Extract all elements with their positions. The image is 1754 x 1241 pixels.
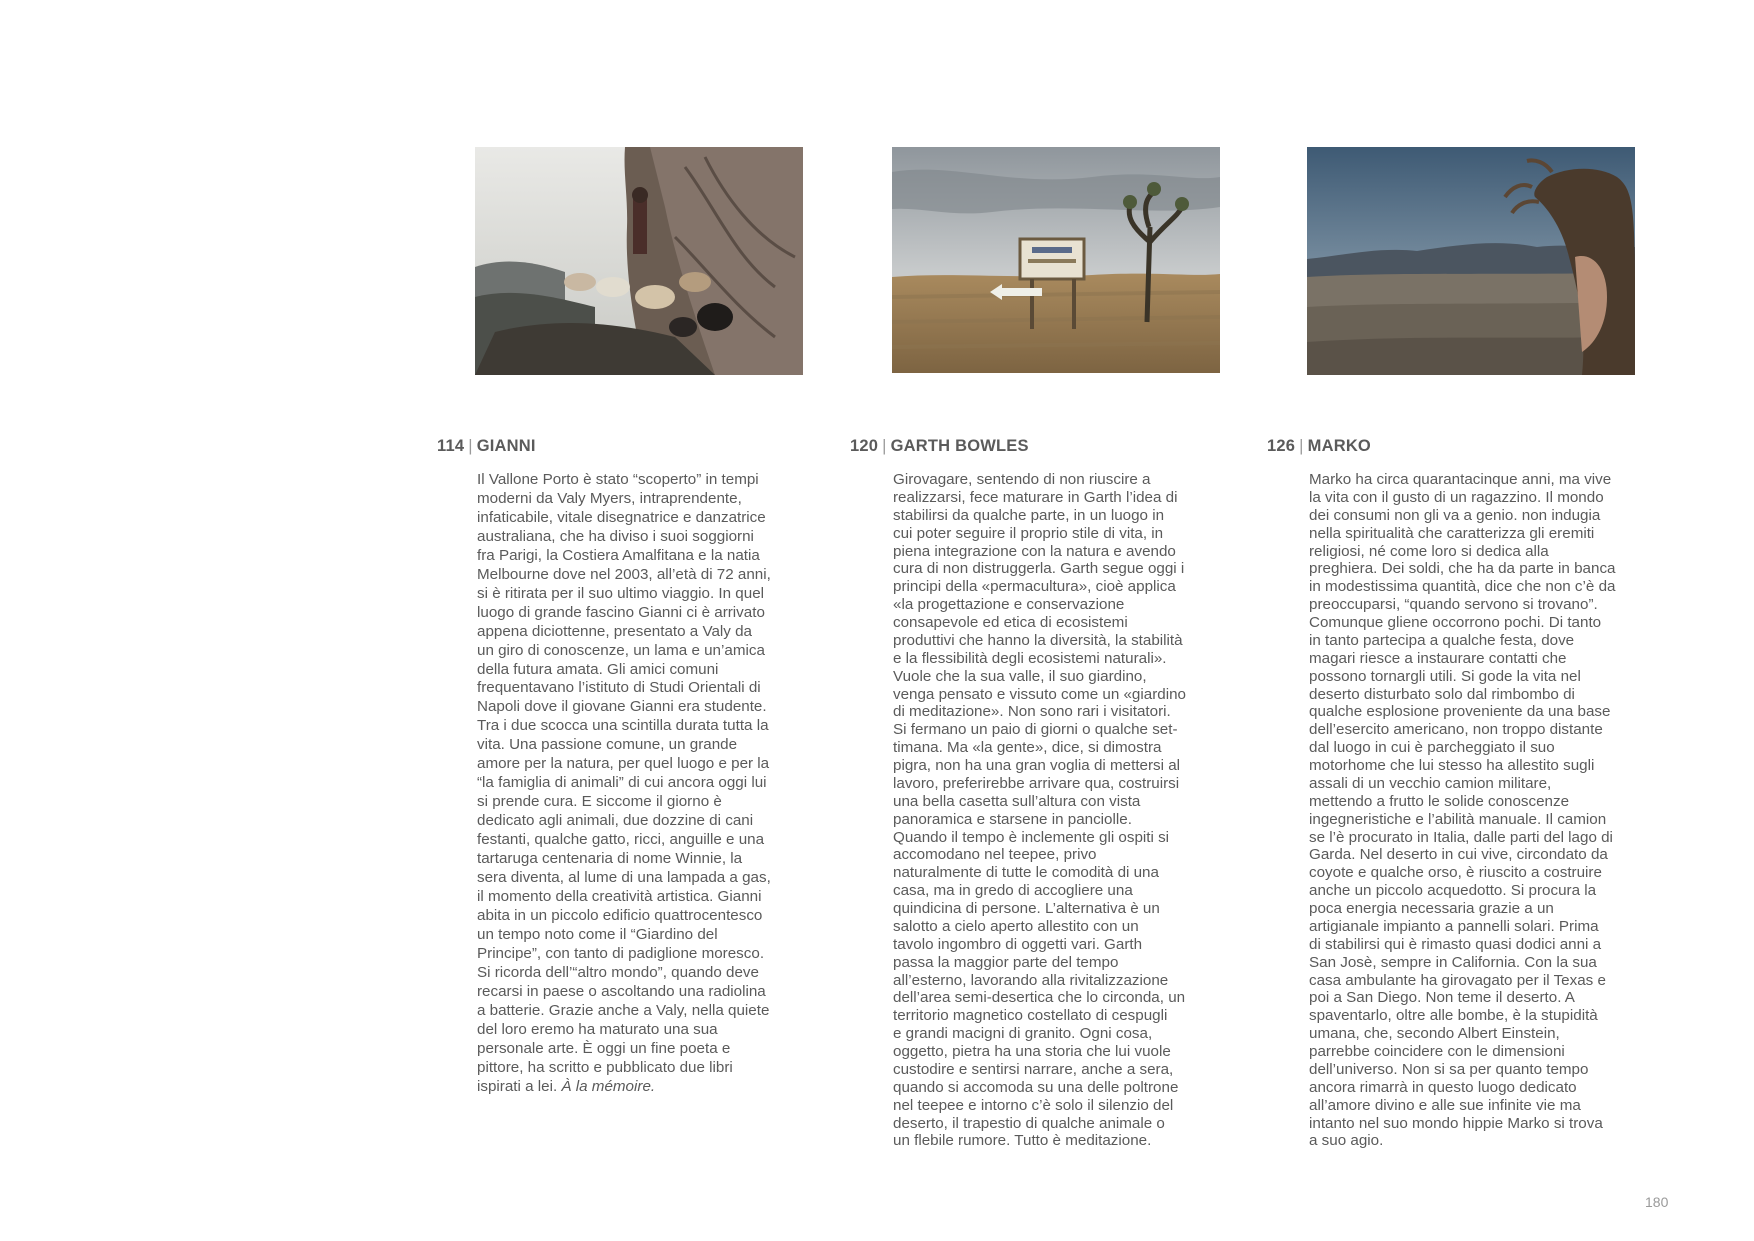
text-line: poi a San Diego. Non teme il deserto. A [1309, 989, 1575, 1007]
text-line: poca energia necessaria grazie a un [1309, 900, 1554, 917]
text-line: preghiera. Dei soldi, che ha da parte in banca [1309, 560, 1616, 578]
text-line: nella spiritualità che caratterizza gli eremiti [1309, 524, 1595, 542]
text-line: dal luogo in cui è parcheggiato il suo [1309, 739, 1555, 757]
section-number: 120 [850, 437, 879, 455]
text-line: “la famiglia di animali” di cui ancora oggi lui [477, 774, 767, 792]
text-line: Melbourne dove nel 2003, all’età di 72 anni, [477, 565, 771, 583]
section-number: 114 [437, 437, 465, 455]
photo-rock-cliff-with-dogs-icon [475, 147, 803, 375]
text-line: Napoli dove il giovane Gianni era studente. [477, 698, 767, 716]
text-line: oggetto, pietra ha una storia che lui vuole [893, 1043, 1171, 1060]
text-line: artigianale impianto a pannelli solari. Prima [1309, 917, 1599, 935]
text-line: in tanto partecipa a qualche festa, dove [1309, 631, 1575, 649]
text-line: pittore, ha scritto e pubblicato due libri [477, 1058, 733, 1076]
text-line: del loro eremo ha maturato una sua [477, 1020, 718, 1038]
text-line: un flebile rumore. Tutto è meditazione. [893, 1132, 1152, 1150]
text-line: passa la maggior parte del tempo [893, 953, 1119, 971]
text-line: Quando il tempo è inclemente gli ospiti si [893, 828, 1170, 846]
text-line: pigra, non ha una gran voglia di mettersi al [893, 757, 1181, 774]
text-line: piena integrazione con la natura e avendo [893, 542, 1176, 560]
text-line: all’esterno, lavorando alla rivitalizzazione [893, 971, 1169, 989]
body-text-garth-bowles [893, 471, 1224, 1150]
text-line: di stabilirsi qui è rimasto quasi dodici anni a [1309, 935, 1602, 953]
text-line: umana, che, secondo Albert Einstein, [1309, 1025, 1560, 1043]
text-line: ancora rimarrà in questo luogo dedicato [1309, 1078, 1577, 1096]
text-line: appena diciottenne, presentato a Valy da [477, 622, 752, 640]
text-line: principi della «permacultura», cioè applica [893, 578, 1176, 596]
text-line: San Josè, sempre in California. Con la sua [1309, 953, 1597, 971]
text-line: il momento della creatività artistica. Gianni [477, 887, 762, 905]
text-line: abita in un piccolo edificio quattrocentesco [477, 906, 763, 924]
photo-gianni [475, 147, 803, 375]
text-line: dei consumi non gli va a genio. non indugia [1309, 506, 1601, 524]
text-line: cui poter seguire il proprio stile di vita, in [893, 524, 1164, 542]
text-line: Marko ha circa quarantacinque anni, ma vive [1309, 471, 1612, 488]
text-line: deserto disturbato solo dal rimbombo di [1309, 685, 1575, 703]
text-line: anche un piccolo acquedotto. Si procura la [1309, 882, 1597, 900]
text-line: Comunque gliene occorrono pochi. Di tanto [1309, 614, 1602, 631]
photo-desert-valley-windblown-hair-icon [1307, 147, 1635, 375]
text-line: Si fermano un paio di giorni o qualche set- [893, 721, 1178, 739]
text-line-prefix: ispirati a lei. [477, 1077, 562, 1095]
book-title-italic: À la mémoire. [561, 1077, 656, 1095]
text-line: si prende cura. E siccome il giorno è [477, 793, 722, 811]
section-name: GARTH BOWLES [890, 437, 1029, 455]
text-line: realizzarsi, fece maturare in Garth l’idea di [893, 488, 1178, 506]
text-line: magari riesce a instaurare contatti che [1309, 649, 1567, 667]
photo-marko [1307, 147, 1635, 375]
section-heading-gianni [437, 437, 536, 456]
text-line: custodire e sentirsi narrare, anche a sera, [893, 1060, 1174, 1078]
text-line: si è ritirata per il suo ultimo viaggio. In quel [477, 584, 765, 602]
text-line: all’amore divino e alle sue infinite vie ma [1309, 1096, 1581, 1114]
text-line: casa ambulante ha girovagato per il Texas e [1309, 971, 1606, 989]
text-line: assali di un vecchio camion militare, [1309, 774, 1552, 792]
text-line: «la progettazione e conservazione [893, 596, 1125, 614]
text-line: naturalmente di tutte le comodità di una [893, 864, 1159, 882]
page-number: 180 [1645, 1194, 1669, 1210]
text-line: della futura amata. Gli amici comuni [477, 660, 719, 678]
text-line: accomodano nel teepee, privo [893, 846, 1097, 864]
text-line: a suo agio. [1309, 1132, 1384, 1150]
text-line: casa, ma in gredo di accogliere una [893, 882, 1133, 900]
text-line: religiosi, né come loro si dedica alla [1309, 542, 1549, 560]
text-line: moderni da Valy Myers, intraprendente, [477, 489, 742, 507]
text-line: preoccuparsi, “quando servono si trovano”. [1309, 596, 1598, 614]
text-line: festanti, qualche gatto, ricci, anguille e una [477, 831, 765, 849]
text-line: territorio magnetico costellato di cespugli [893, 1007, 1168, 1025]
section-heading-marko [1267, 437, 1371, 456]
text-line: lavoro, preferirebbe arrivare qua, costruirsi [893, 774, 1180, 792]
text-line: dell’esercito americano, non troppo distante [1309, 721, 1603, 739]
section-name: MARKO [1307, 437, 1371, 455]
text-line: australiana, che ha diviso i suoi soggiorni [477, 527, 754, 545]
text-line: Vuole che la sua valle, il suo giardino, [893, 667, 1147, 685]
text-line: vita. Una passione comune, un grande [477, 736, 738, 754]
text-line: dell’area semi-desertica che lo circonda, un [893, 989, 1186, 1007]
text-line: dedicato agli animali, due dozzine di cani [477, 812, 754, 830]
text-line: panoramica e starsene in panciolle. [893, 810, 1132, 828]
body-text-gianni [477, 471, 809, 1096]
text-line: di meditazione». Non sono rari i visitatori. [893, 703, 1171, 721]
photo-desert-sign-joshua-tree-icon [892, 147, 1220, 373]
body-text-marko [1309, 471, 1642, 1150]
text-line: se l’è procurato in Italia, dalle parti del lago di [1309, 828, 1613, 846]
text-line: cura di non distruggerla. Garth segue oggi i [893, 560, 1185, 578]
text-line: frequentavano l’istituto di Studi Orientali di [477, 679, 761, 697]
text-line: fra Parigi, la Costiera Amalfitana e la natia [477, 546, 760, 564]
text-line: Il Vallone Porto è stato “scoperto” in tempi [477, 471, 759, 488]
text-line: motorhome che lui stesso ha allestito sugli [1309, 757, 1595, 774]
text-line: deserto, il trapestio di qualche animale o [893, 1114, 1165, 1132]
text-line: Garda. Nel deserto in cui vive, circondato da [1309, 846, 1608, 864]
text-line: quindicina di persone. L’alternativa è un [893, 900, 1160, 917]
text-line: dell’universo. Non si sa per quanto tempo [1309, 1060, 1589, 1078]
text-line: consapevole ed etica di ecosistemi [893, 614, 1128, 631]
text-line: coyote e qualche orso, è riuscito a costruire [1309, 864, 1602, 882]
text-line: amore per la natura, per quel luogo e per la [477, 755, 770, 773]
section-name: GIANNI [476, 437, 536, 455]
text-line: un tempo noto come il “Giardino del [477, 925, 718, 943]
text-line: tavolo ingombro di oggetti vari. Garth [893, 935, 1143, 953]
text-line: tartaruga centenaria di nome Winnie, la [477, 850, 743, 868]
text-line: Principe”, con tanto di padiglione moresco. [477, 944, 765, 962]
text-line: stabilirsi da qualche parte, in un luogo in [893, 506, 1165, 524]
text-line-last [477, 1078, 809, 1097]
text-line: recarsi in paese o ascoltando una radiolina [477, 982, 766, 1000]
text-line: una bella casetta sull’altura con vista [893, 792, 1141, 810]
text-line: un giro di conoscenze, un lama e un’amica [477, 641, 765, 659]
text-line: ingegneristiche e l’abilità manuale. Il camion [1309, 810, 1607, 828]
text-line: intanto nel suo mondo hippie Marko si trova [1309, 1114, 1603, 1132]
text-line: a batterie. Grazie anche a Valy, nella quiete [477, 1001, 770, 1019]
text-line: possono tornargli utili. Si gode la vita nel [1309, 667, 1581, 685]
heading-separator: | [468, 437, 473, 455]
text-line: Tra i due scocca una scintilla durata tutta la [477, 717, 769, 735]
text-line: mettendo a frutto le solide conoscenze [1309, 792, 1570, 810]
text-line: produttivi che hanno la diversità, la stabilità [893, 631, 1183, 649]
text-line: spaventarlo, oltre alle bombe, è la stupidità [1309, 1007, 1598, 1025]
text-line: personale arte. È oggi un fine poeta e [477, 1039, 731, 1057]
text-line: la vita con il gusto di un ragazzino. Il mondo [1309, 488, 1604, 506]
text-line: Si ricorda dell’“altro mondo”, quando deve [477, 963, 759, 981]
section-number: 126 [1267, 437, 1296, 455]
text-line: infaticabile, vitale disegnatrice e danzatrice [477, 508, 766, 526]
text-line: salotto a cielo aperto allestito con un [893, 917, 1139, 935]
section-heading-garth-bowles [850, 437, 1029, 456]
text-line: sera diventa, al lume di una lampada a gas, [477, 869, 771, 887]
text-line: parrebbe coincidere con le dimensioni [1309, 1043, 1565, 1060]
photo-garth-bowles [892, 147, 1220, 373]
text-line: venga pensato e vissuto come un «giardino [893, 685, 1186, 703]
text-line: Girovagare, sentendo di non riuscire a [893, 471, 1151, 488]
text-line: nel teepee e intorno c’è solo il silenzio del [893, 1096, 1174, 1114]
text-line: timana. Ma «la gente», dice, si dimostra [893, 739, 1162, 757]
text-line: qualche esplosione proveniente da una base [1309, 703, 1611, 721]
text-line: in modestissima quantità, dice che non c’è da [1309, 578, 1616, 596]
text-line: e la flessibilità degli ecosistemi naturali». [893, 649, 1167, 667]
heading-separator: | [1299, 437, 1304, 455]
text-line: quando si accomoda su una delle poltrone [893, 1078, 1179, 1096]
text-line: e grandi macigni di granito. Ogni cosa, [893, 1025, 1153, 1043]
text-line: luogo di grande fascino Gianni ci è arrivato [477, 603, 765, 621]
heading-separator: | [882, 437, 887, 455]
